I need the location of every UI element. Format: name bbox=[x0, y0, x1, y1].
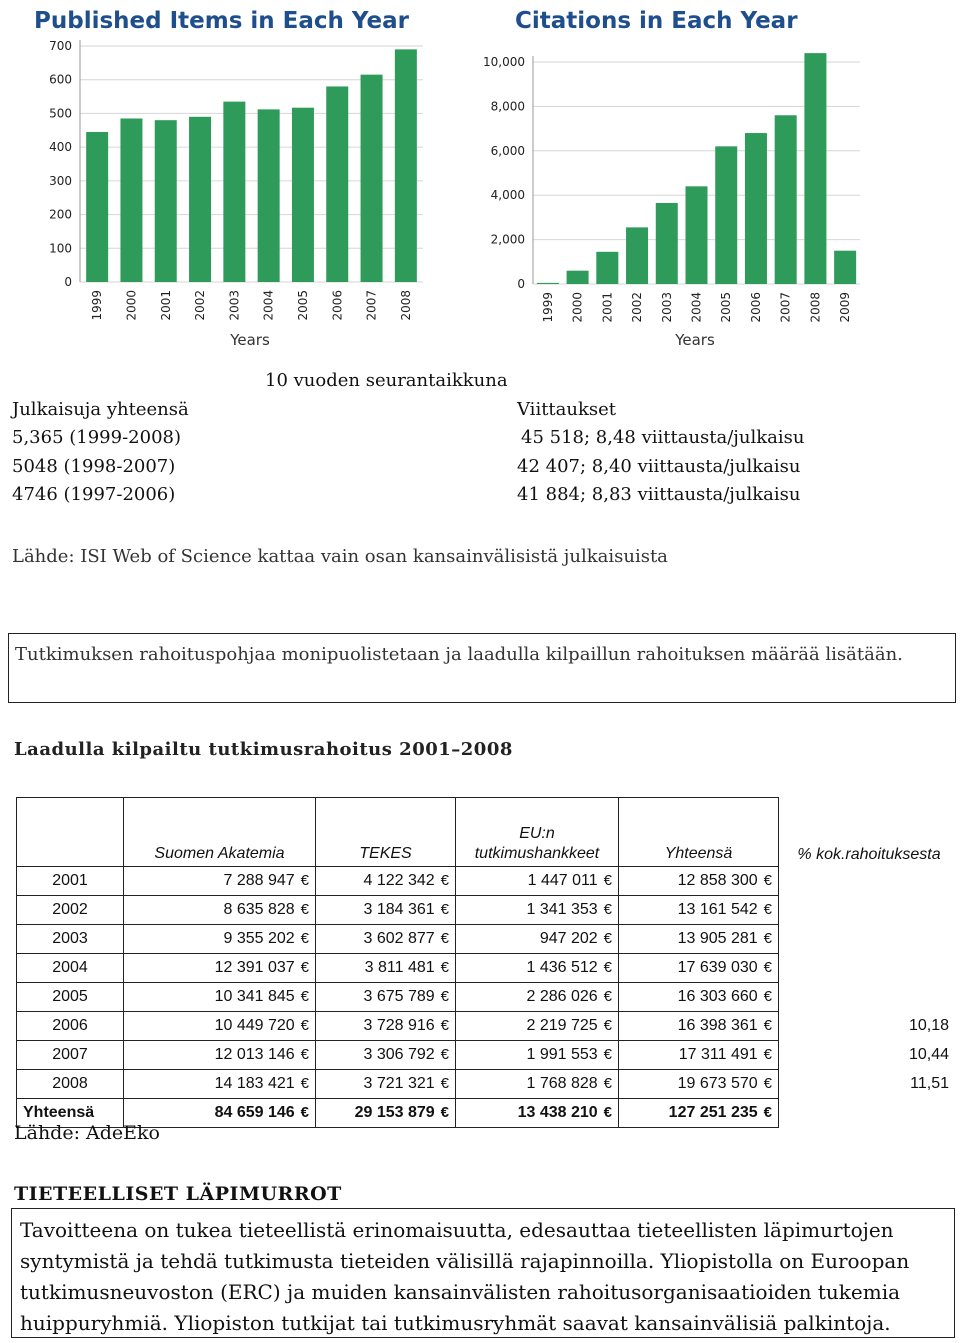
x-tick-label: 2003 bbox=[227, 290, 242, 321]
total-cell: 127 251 235 € bbox=[619, 1099, 779, 1128]
breakthroughs-heading: TIETEELLISET LÄPIMURROT bbox=[14, 1183, 342, 1205]
year-cell: 2003 bbox=[17, 925, 124, 954]
bar bbox=[120, 118, 142, 282]
amount-cell: 10 449 720 € bbox=[124, 1012, 316, 1041]
bar bbox=[745, 133, 767, 284]
x-tick-label: 2005 bbox=[295, 290, 310, 321]
y-tick-label: 300 bbox=[49, 173, 72, 188]
funding-source: Lähde: AdeEko bbox=[14, 1122, 160, 1144]
amount-cell: 1 341 353 € bbox=[456, 896, 619, 925]
amount-cell: 3 675 789 € bbox=[316, 983, 456, 1012]
bar bbox=[715, 146, 737, 284]
x-tick-label: 2004 bbox=[689, 292, 704, 323]
percent-cell bbox=[779, 954, 956, 983]
x-tick-label: 2002 bbox=[630, 292, 645, 323]
bar bbox=[626, 227, 648, 284]
publications-header: Julkaisuja yhteensä bbox=[12, 399, 189, 420]
published-items-chart bbox=[28, 0, 448, 355]
y-tick-label: 10,000 bbox=[483, 55, 525, 69]
x-tick-label: 2005 bbox=[719, 292, 734, 323]
amount-cell: 13 905 281 € bbox=[619, 925, 779, 954]
total-cell: 84 659 146 € bbox=[124, 1099, 316, 1128]
percent-cell: 10,18 bbox=[908, 1017, 949, 1034]
amount-cell: 3 728 916 € bbox=[316, 1012, 456, 1041]
amount-cell: 3 306 792 € bbox=[316, 1041, 456, 1070]
bar bbox=[223, 102, 245, 282]
amount-cell: 3 184 361 € bbox=[316, 896, 456, 925]
header-cell: % kok.rahoituksesta bbox=[797, 845, 941, 863]
publications-value: 5,365 (1999-2008) bbox=[12, 427, 181, 448]
x-tick-label: 2006 bbox=[748, 292, 763, 323]
funding-table bbox=[16, 797, 956, 1128]
citations-header: Viittaukset bbox=[517, 399, 617, 420]
table-row bbox=[17, 896, 956, 925]
source-note: Lähde: ISI Web of Science kattaa vain osan kansainvälisistä julkaisuista bbox=[12, 546, 668, 567]
y-tick-label: 0 bbox=[64, 275, 72, 289]
amount-cell: 13 161 542 € bbox=[619, 896, 779, 925]
amount-cell: 16 398 361 € bbox=[619, 1012, 779, 1041]
publications-value: 4746 (1997-2006) bbox=[12, 484, 176, 505]
total-label: Yhteensä bbox=[17, 1099, 124, 1128]
chart-title: Citations in Each Year bbox=[515, 8, 798, 34]
publications-value: 5048 (1998-2007) bbox=[12, 456, 176, 477]
year-cell: 2001 bbox=[17, 867, 124, 896]
year-cell: 2006 bbox=[17, 1012, 124, 1041]
percent-cell: 10,44 bbox=[908, 1046, 949, 1063]
x-tick-label: 2007 bbox=[778, 292, 793, 323]
citations-value: 45 518; 8,48 viittausta/julkaisu bbox=[521, 427, 805, 448]
bar bbox=[86, 132, 108, 282]
y-tick-label: 8,000 bbox=[490, 99, 525, 114]
header-cell: Yhteensä bbox=[619, 798, 779, 867]
table-row bbox=[17, 925, 956, 954]
y-tick-label: 700 bbox=[49, 39, 72, 53]
citations-chart bbox=[455, 0, 870, 355]
y-tick-label: 200 bbox=[49, 207, 72, 222]
table-row bbox=[17, 983, 956, 1012]
percent-cell bbox=[779, 925, 956, 954]
amount-cell: 8 635 828 € bbox=[124, 896, 316, 925]
amount-cell: 17 311 491 € bbox=[619, 1041, 779, 1070]
bar bbox=[155, 120, 177, 282]
x-axis-label: Years bbox=[675, 331, 715, 349]
amount-cell: 2 286 026 € bbox=[456, 983, 619, 1012]
bar bbox=[686, 186, 708, 284]
x-tick-label: 2002 bbox=[193, 290, 208, 321]
amount-cell: 3 602 877 € bbox=[316, 925, 456, 954]
amount-cell: 4 122 342 € bbox=[316, 867, 456, 896]
goal-text: Tutkimuksen rahoituspohjaa monipuolistetaan ja laadulla kilpaillun rahoituksen määrää lisätään. bbox=[15, 644, 903, 665]
year-cell: 2002 bbox=[17, 896, 124, 925]
y-tick-label: 6,000 bbox=[490, 143, 525, 158]
bar bbox=[395, 49, 417, 282]
amount-cell: 3 811 481 € bbox=[316, 954, 456, 983]
amount-cell: 1 436 512 € bbox=[456, 954, 619, 983]
y-tick-label: 600 bbox=[49, 72, 72, 87]
x-tick-label: 2007 bbox=[364, 290, 379, 321]
y-tick-label: 100 bbox=[49, 241, 72, 256]
percent-cell: 11,51 bbox=[910, 1075, 949, 1092]
bar bbox=[292, 108, 314, 282]
table-row bbox=[17, 954, 956, 983]
bar bbox=[361, 75, 383, 282]
year-cell: 2008 bbox=[17, 1070, 124, 1099]
x-tick-label: 1999 bbox=[540, 292, 555, 323]
x-tick-label: 1999 bbox=[90, 290, 105, 321]
x-tick-label: 2000 bbox=[570, 292, 585, 323]
total-cell: 13 438 210 € bbox=[456, 1099, 619, 1128]
goal-box bbox=[8, 633, 956, 703]
bar bbox=[189, 117, 211, 282]
x-tick-label: 2001 bbox=[158, 290, 173, 321]
amount-cell: 12 858 300 € bbox=[619, 867, 779, 896]
amount-cell: 1 768 828 € bbox=[456, 1070, 619, 1099]
y-tick-label: 0 bbox=[517, 277, 525, 291]
citations-value: 42 407; 8,40 viittausta/julkaisu bbox=[517, 456, 801, 477]
table-row bbox=[17, 1070, 956, 1099]
y-tick-label: 500 bbox=[49, 106, 72, 121]
header-cell bbox=[17, 798, 124, 867]
year-cell: 2007 bbox=[17, 1041, 124, 1070]
amount-cell: 12 013 146 € bbox=[124, 1041, 316, 1070]
funding-heading: Laadulla kilpailtu tutkimusrahoitus 2001–2008 bbox=[14, 739, 513, 760]
x-tick-label: 2001 bbox=[600, 292, 615, 323]
bar bbox=[258, 109, 280, 282]
x-axis-label: Years bbox=[230, 331, 270, 349]
chart-title: Published Items in Each Year bbox=[34, 8, 409, 34]
amount-cell: 7 288 947 € bbox=[124, 867, 316, 896]
amount-cell: 16 303 660 € bbox=[619, 983, 779, 1012]
percent-cell bbox=[779, 983, 956, 1012]
breakthroughs-box bbox=[11, 1208, 955, 1338]
bar bbox=[567, 271, 589, 284]
table-row bbox=[17, 867, 956, 896]
amount-cell: 10 341 845 € bbox=[124, 983, 316, 1012]
amount-cell: 17 639 030 € bbox=[619, 954, 779, 983]
monitoring-window-title: 10 vuoden seurantaikkuna bbox=[265, 370, 508, 391]
bar bbox=[804, 53, 826, 284]
x-tick-label: 2004 bbox=[261, 290, 276, 321]
y-tick-label: 4,000 bbox=[490, 188, 525, 203]
amount-cell: 12 391 037 € bbox=[124, 954, 316, 983]
citations-value: 41 884; 8,83 viittausta/julkaisu bbox=[517, 484, 801, 505]
header-cell: EU:n tutkimushankkeet bbox=[456, 798, 619, 867]
amount-cell: 1 991 553 € bbox=[456, 1041, 619, 1070]
y-tick-label: 2,000 bbox=[490, 232, 525, 247]
amount-cell: 2 219 725 € bbox=[456, 1012, 619, 1041]
x-tick-label: 2000 bbox=[124, 290, 139, 321]
percent-cell bbox=[779, 896, 956, 925]
bar bbox=[537, 283, 559, 284]
percent-cell bbox=[779, 867, 956, 896]
header-cell: TEKES bbox=[316, 798, 456, 867]
x-tick-label: 2006 bbox=[330, 290, 345, 321]
breakthroughs-text: Tavoitteena on tukea tieteellistä erinomaisuutta, edesauttaa tieteellisten läpimurtojen syntymistä ja tehdä tutkimusta tieteiden välisillä rajapinnoilla. Yliopistolla on Euroopan tutkimusneuvoston (ERC) ja muiden kansainvälisten rahoitusorganisaatioiden tukemia huippuryhmiä. Yliopiston tutkijat tai tutkimusryhmät saavat kansainvälisiä palkintoja. bbox=[20, 1218, 910, 1335]
year-cell: 2004 bbox=[17, 954, 124, 983]
bar bbox=[834, 251, 856, 284]
x-tick-label: 2008 bbox=[398, 290, 413, 321]
amount-cell: 14 183 421 € bbox=[124, 1070, 316, 1099]
bar bbox=[326, 86, 348, 282]
amount-cell: 1 447 011 € bbox=[456, 867, 619, 896]
y-tick-label: 400 bbox=[49, 140, 72, 155]
amount-cell: 947 202 € bbox=[456, 925, 619, 954]
total-cell: 29 153 879 € bbox=[316, 1099, 456, 1128]
bar bbox=[656, 203, 678, 284]
x-tick-label: 2009 bbox=[838, 292, 853, 323]
bar bbox=[596, 252, 618, 284]
bar bbox=[775, 115, 797, 284]
x-tick-label: 2003 bbox=[659, 292, 674, 323]
amount-cell: 3 721 321 € bbox=[316, 1070, 456, 1099]
x-tick-label: 2008 bbox=[808, 292, 823, 323]
table-row bbox=[17, 1041, 956, 1070]
year-cell: 2005 bbox=[17, 983, 124, 1012]
amount-cell: 19 673 570 € bbox=[619, 1070, 779, 1099]
header-cell: Suomen Akatemia bbox=[124, 798, 316, 867]
table-row bbox=[17, 1012, 956, 1041]
table-header-row bbox=[17, 798, 956, 867]
amount-cell: 9 355 202 € bbox=[124, 925, 316, 954]
